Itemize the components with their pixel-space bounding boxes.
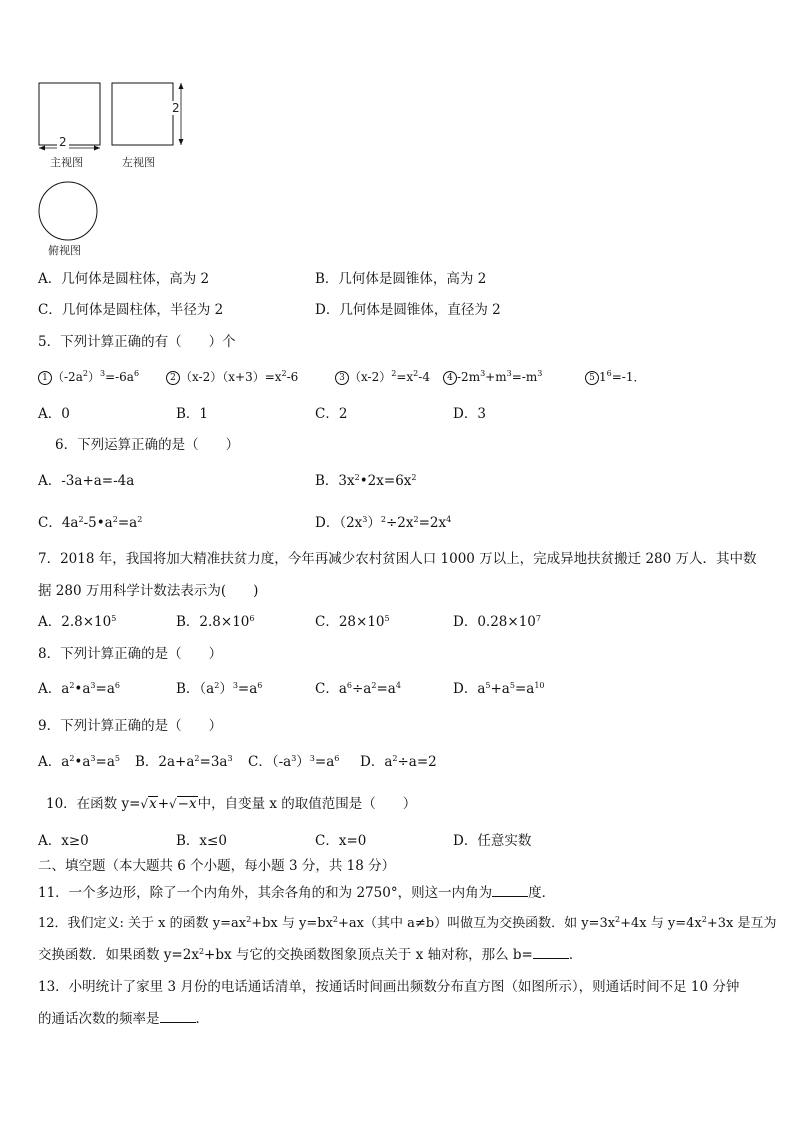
- q7-line2: 据 280 万用科学计数法表示为( ): [38, 583, 259, 599]
- q11: 11．一个多边形，除了一个内角外，其余各角的和为 2750°，则这一内角为 度．: [38, 885, 556, 901]
- q9-stem: 9．下列计算正确的是（ ）: [38, 718, 223, 734]
- q4-option-d: D．几何体是圆锥体，直径为 2: [315, 302, 501, 318]
- q5-item-4: 4 $-2m^3+m^3=-m^3$: [443, 368, 542, 386]
- q8-stem: 8．下列计算正确的是（ ）: [38, 646, 223, 662]
- q5-stem: 5．下列计算正确的有（ ）个: [38, 334, 236, 350]
- q5-option-a: A．0: [38, 406, 70, 422]
- top-view-caption: 俯视图: [48, 244, 81, 257]
- q8-option-a: A．$a^2•a^3=a^6$: [38, 681, 120, 697]
- q10-option-a: A．x≥0: [38, 833, 89, 849]
- height-label: 2: [172, 101, 180, 115]
- q5-option-d: D．3: [453, 406, 486, 422]
- q13-line1: 13．小明统计了家里 3 月份的电话通话清单，按通话时间画出频数分布直方图（如图所示），则通话时间不足 10 分钟: [38, 979, 740, 995]
- q5-item-5: 5 $1^6=-1$．: [585, 368, 645, 386]
- front-view-caption: 主视图: [50, 156, 83, 169]
- q8-option-c: C．$a^6\div a^2=a^4$: [315, 681, 401, 697]
- q7-line1: 7．2018 年，我国将加大精准扶贫力度，今年再减少农村贫困人口 1000 万以上，完成异地扶贫搬迁 280 万人．其中数: [38, 551, 757, 567]
- q4-option-c: C．几何体是圆柱体，半径为 2: [38, 302, 224, 318]
- q6-option-c: C．$4a^2-5•a^2=a^2$: [38, 515, 143, 531]
- q10-option-b: B．x≤0: [176, 833, 227, 849]
- front-view-square: [39, 83, 100, 145]
- q9-option-c: C．$(-a^3)^3=a^6$: [248, 754, 340, 770]
- left-view-square: [112, 83, 173, 145]
- q5-option-c: C．2: [315, 406, 348, 422]
- q7-option-c: C．$28\times 10^5$: [315, 614, 390, 630]
- q4-option-b: B．几何体是圆锥体，高为 2: [315, 271, 487, 287]
- q4-option-a: A．几何体是圆柱体，高为 2: [38, 271, 210, 287]
- q7-option-b: B．$2.8\times 10^6$: [176, 614, 255, 630]
- top-view-circle: [39, 182, 97, 240]
- q7-option-a: A．$2.8\times 10^5$: [38, 614, 117, 630]
- q9-option-a: A．$a^2•a^3=a^5$: [38, 754, 120, 770]
- q10-option-d: D．任意实数: [453, 833, 532, 849]
- q6-stem: 6．下列运算正确的是（ ）: [55, 437, 240, 453]
- q9-option-b: B．$2a+a^2=3a^3$: [135, 754, 233, 770]
- width-label: 2: [59, 135, 67, 149]
- q6-option-d: D．$(2x^3)^2\div 2x^2=2x^4$: [315, 515, 452, 531]
- q5-item-2: 2 $(x-2)(x+3)=x^2-6$: [166, 368, 298, 386]
- q8-option-d: D．$a^5+a^5=a^{10}$: [453, 681, 545, 697]
- q10-option-c: C．x=0: [315, 833, 367, 849]
- q5-option-b: B．1: [176, 406, 209, 422]
- section-heading: 二、填空题（本大题共 6 个小题，每小题 3 分，共 18 分）: [38, 858, 396, 874]
- q6-option-a: A．-3a+a=-4a: [38, 473, 135, 489]
- q8-option-b: B．$(a^2)^3=a^6$: [176, 681, 263, 697]
- q12-line2: 交换函数．如果函数 $y=2x^2+bx$ 与它的交换函数图象顶点关于 x 轴对称，那么 b= ．: [38, 947, 583, 963]
- q5-item-1: 1 $(-2a^2)^3=-6a^6$: [38, 368, 139, 386]
- q6-option-b: B．$3x^2•2x=6x^2$: [315, 473, 417, 489]
- q5-item-3: 3 $(x-2)^2=x^2-4$: [335, 368, 430, 386]
- q7-option-d: D．$0.28\times 10^7$: [453, 614, 541, 630]
- q9-option-d: D．$a^2\div a=2$: [360, 754, 437, 770]
- q13-line2: 的通话次数的频率是 ．: [38, 1011, 209, 1027]
- left-view-caption: 左视图: [122, 156, 155, 169]
- q10-stem: 10．在函数 y=√x+√−x中，自变量 x 的取值范围是（ ）: [46, 796, 417, 812]
- q12-line1: 12．我们定义: 关于 x 的函数 $y=ax^2+bx$ 与 $y=bx^2+ax$（其中 a≠b）叫做互为交换函数．如 $y=3x^2+4x$ 与 $y=4x^2+3x$ 是互为: [38, 915, 777, 931]
